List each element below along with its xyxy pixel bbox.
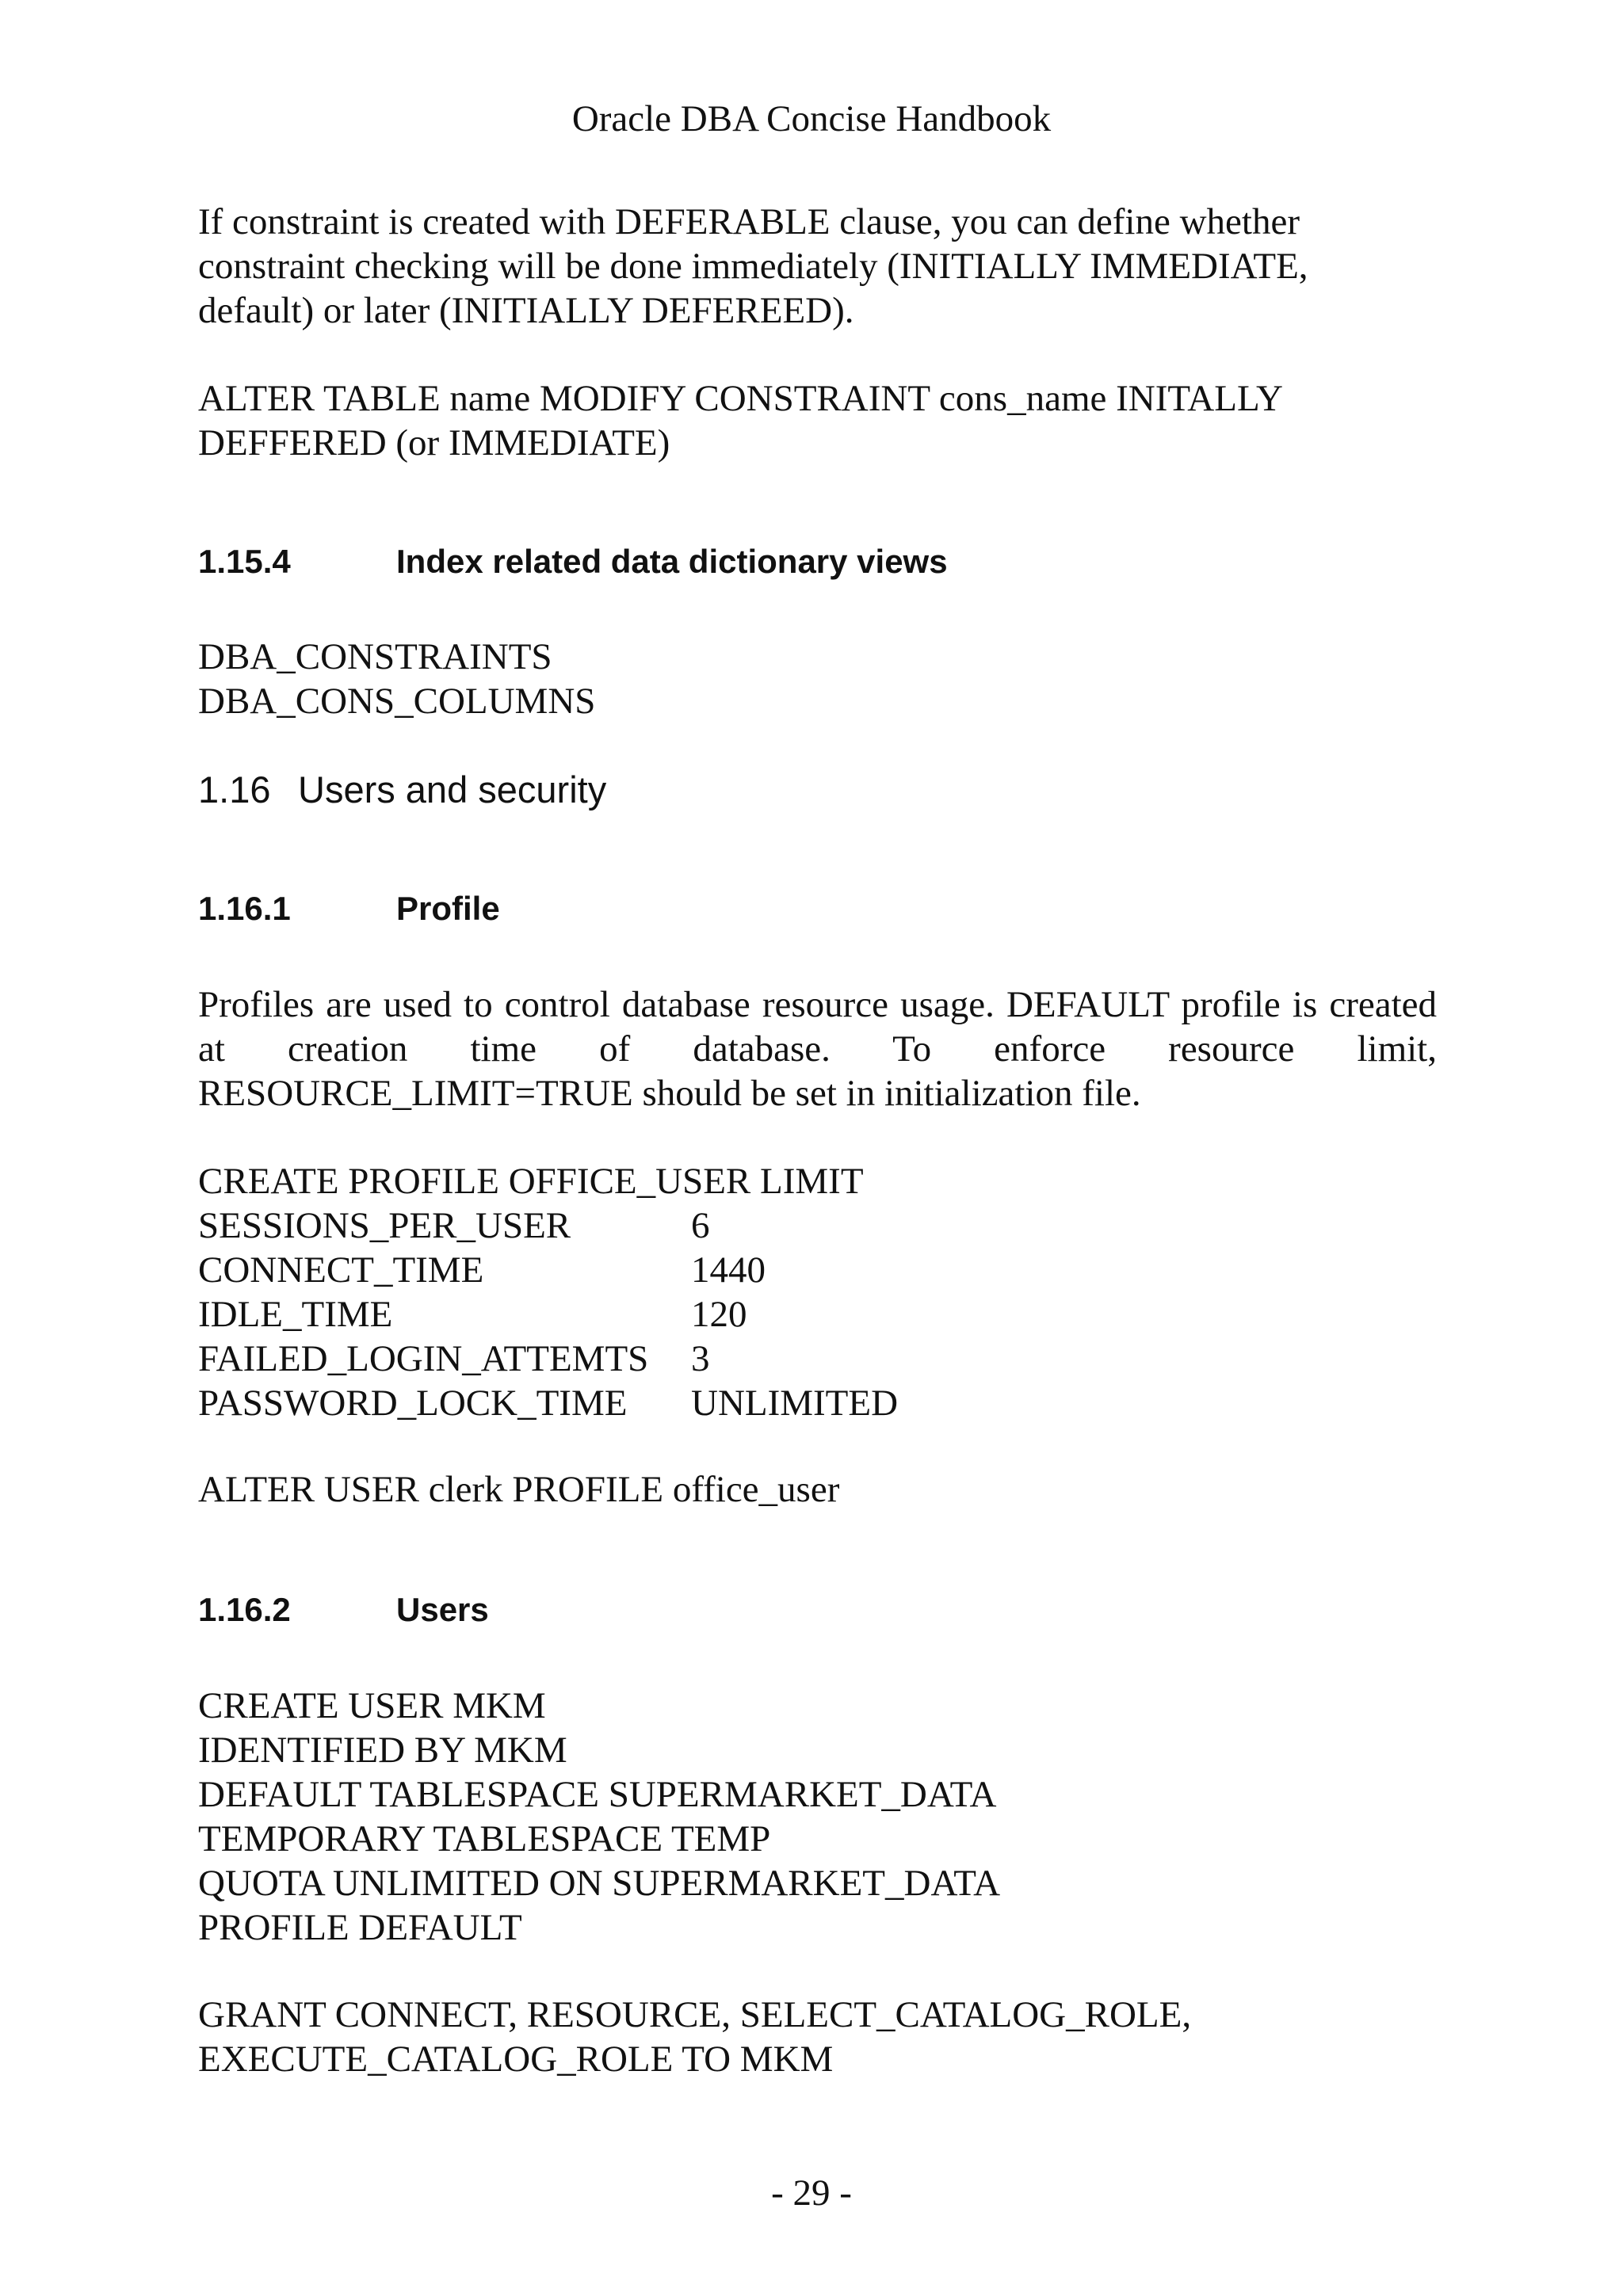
profile-limit-row: [198, 1292, 1437, 1337]
section-heading-1-16: [198, 768, 606, 812]
limit-name: SESSIONS_PER_USER: [198, 1205, 571, 1246]
section-title: Users and security: [298, 769, 607, 810]
limit-name: CONNECT_TIME: [198, 1249, 484, 1291]
limit-value: 6: [691, 1205, 710, 1246]
code-line: CREATE USER MKM: [198, 1685, 546, 1726]
list-item: DBA_CONS_COLUMNS: [198, 681, 596, 722]
section-number: 1.16.2: [198, 1591, 291, 1628]
section-title: Profile: [396, 890, 500, 927]
section-title: Index related data dictionary views: [396, 543, 948, 580]
profile-limit-row: [198, 1248, 1437, 1292]
list-item: DBA_CONSTRAINTS: [198, 636, 552, 677]
limit-value: 1440: [691, 1249, 766, 1291]
profile-limit-row: [198, 1203, 1437, 1248]
paragraph-line: constraint checking will be done immediately (INITIALLY IMMEDIATE,: [198, 246, 1308, 287]
profile-paragraph: Profiles are used to control database resource usage. DEFAULT profile is created at creation time of database. To enforce resource limit, RESOURCE_LIMIT=TRUE should be set in initialization file.: [198, 984, 1437, 1114]
grant-statement: [198, 1993, 1437, 2081]
alter-user-statement: [198, 1467, 1437, 1512]
dictionary-views-list: [198, 635, 1437, 723]
page-number: - 29 -: [771, 2172, 852, 2214]
deferrable-paragraph: [198, 200, 1437, 333]
section-number: 1.16.1: [198, 890, 291, 927]
code-line: EXECUTE_CATALOG_ROLE TO MKM: [198, 2039, 834, 2080]
code-line: DEFFERED (or IMMEDIATE): [198, 422, 670, 463]
code-line: ALTER TABLE name MODIFY CONSTRAINT cons_name INITALLY: [198, 378, 1283, 419]
limit-name: IDLE_TIME: [198, 1294, 393, 1335]
alter-constraint-statement: [198, 376, 1437, 465]
code-line: QUOTA UNLIMITED ON SUPERMARKET_DATA: [198, 1863, 1001, 1904]
code-line: IDENTIFIED BY MKM: [198, 1730, 567, 1771]
code-line: PROFILE DEFAULT: [198, 1907, 522, 1948]
section-number: 1.15.4: [198, 543, 291, 580]
code-line: ALTER USER clerk PROFILE office_user: [198, 1469, 840, 1510]
limit-value: UNLIMITED: [691, 1383, 899, 1424]
section-number: 1.16: [198, 769, 271, 810]
code-line: GRANT CONNECT, RESOURCE, SELECT_CATALOG_ROLE,: [198, 1994, 1192, 2035]
create-profile-statement: [198, 1159, 1437, 1425]
limit-name: FAILED_LOGIN_ATTEMTS: [198, 1338, 649, 1379]
profile-limit-row: [198, 1337, 1437, 1381]
code-line: DEFAULT TABLESPACE SUPERMARKET_DATA: [198, 1774, 997, 1815]
code-line: TEMPORARY TABLESPACE TEMP: [198, 1818, 771, 1859]
paragraph-line: If constraint is created with DEFERABLE clause, you can define whether: [198, 201, 1300, 242]
limit-name: PASSWORD_LOCK_TIME: [198, 1383, 628, 1424]
create-user-statement: [198, 1684, 1437, 1950]
limit-value: 3: [691, 1338, 710, 1379]
section-title: Users: [396, 1591, 489, 1628]
paragraph-line: default) or later (INITIALLY DEFEREED).: [198, 290, 854, 331]
limit-value: 120: [691, 1294, 747, 1335]
code-line: CREATE PROFILE OFFICE_USER LIMIT: [198, 1161, 864, 1202]
profile-limit-row: [198, 1381, 1437, 1425]
page-header: Oracle DBA Concise Handbook: [571, 98, 1052, 139]
